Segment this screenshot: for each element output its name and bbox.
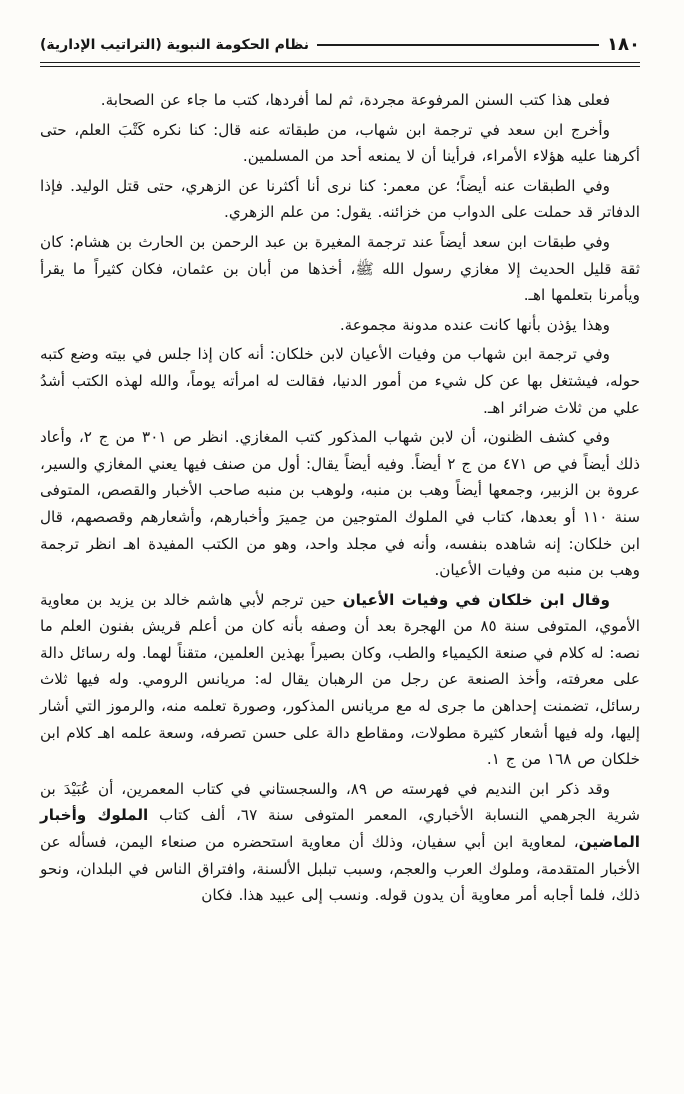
paragraph [40,229,640,309]
text-run: وأخرج ابن سعد في ترجمة ابن شهاب، من طبقاته عنه قال: كنا نكره كَتْبَ العلم، حتى أكرهنا عليه هؤلاء الأمراء، فرأينا أن لا يمنعه أحد من المسلمين. [40,120,640,166]
bold-text-run: الملوك وأخبار الماضين [40,806,640,852]
paragraph [40,587,640,773]
text-run: وقد ذكر ابن النديم في فهرسته ص ٨٩، والسجستاني في كتاب المعمرين، أن عُبَيْدَ بن شرية الجرهمي النسابة الأخباري، المعمر المتوفى سنة ٦٧، ألف كتاب [40,779,640,825]
header-divider [40,62,640,67]
page-body [40,87,640,909]
text-run: وفي طبقات ابن سعد أيضاً عند ترجمة المغيرة بن عبد الرحمن بن الحارث بن هشام: كان ثقة قليل الحديث إلا مغازي رسول الله ﷺ، أخذها من أبان بن عثمان، فكان كثيراً ما يقرأ ويأمرنا بتعلمها اهـ. [40,232,640,305]
paragraph [40,341,640,421]
paragraph [40,776,640,909]
paragraph [40,87,640,114]
paragraph [40,117,640,170]
page-header [40,34,640,55]
header-rule [317,44,599,46]
text-run: وفي الطبقات عنه أيضاً؛ عن معمر: كنا نرى أنا أكثرنا عن الزهري، حتى قتل الوليد. فإذا الدفاتر قد حملت على الدواب من خزائنه. يقول: من علم الزهري. [40,176,640,222]
text-run: وفي ترجمة ابن شهاب من وفيات الأعيان لابن خلكان: أنه كان إذا جلس في بيته وضع كتبه حوله، فيشتغل بها عن كل شيء من أمور الدنيا، فقالت له امرأته يوماً، والله لهذه الكتب أشدُ علي من ثلاث ضرائر اهـ. [40,345,640,417]
text-run: ، لمعاوية ابن أبي سفيان، وذلك أن معاوية استحضره من صنعاء اليمن، فسأله عن الأخبار المتقدمة، وملوك العرب والعجم، وسبب تبلبل الألسنة، وافتراق الناس في البلدان، ونحو ذلك، فلما أجابه أمر معاوية أن يدون قوله. ونسب إلى عبيد هذا. فكان [40,833,640,905]
paragraph [40,424,640,584]
book-title: نظام الحكومة النبوية (التراتيب الإدارية) [40,36,310,53]
text-run: وفي كشف الظنون، أن لابن شهاب المذكور كتب المغازي. انظر ص ٣٠١ من ج ٢، وأعاد ذلك أيضاً في ص ٤٧١ من ج ٢ أيضاً. وفيه أيضاً يقال: أول من صنف فيها يعني المغازي والسير، عروة بن الزبير، وجمعها أيضاً وهب بن منبه، ولوهب بن منبه صاحب الأخبار والقصص، المتوفى سنة ١١٠ أو بعدها، كتاب في الملوك المتوجين من حِميرَ وأخبارهم، وأشعارهم وقصصهم، قال ابن خلكان: إنه شاهده بنفسه، وأنه في مجلد واحد، وهو من الكتب المفيدة اهـ انظر ترجمة وهب بن منبه من وفيات الأعيان. [40,428,641,580]
page-number: ١٨٠ [607,34,640,55]
paragraph [40,173,640,226]
text-run: فعلى هذا كتب السنن المرفوعة مجردة، ثم لما أفردها، كتب ما جاء عن الصحابة. [100,91,610,109]
paragraph [40,312,640,339]
text-run: وهذا يؤذن بأنها كانت عنده مدونة مجموعة. [339,315,610,334]
text-run: حين ترجم لأبي هاشم خالد بن يزيد بن معاوية الأموي، المتوفى سنة ٨٥ من الهجرة بعد أن وصفه بأنه كان من أعلم قريش بفنون العلم ما نصه: له كلام في صنعة الكيمياء والطب، وكان بصيراً بهذين العلمين، متقناً لهما. وله رسائل دالة على معرفته، وأخذ الصنعة عن رجل من الرهبان يقال له: مريانس الرومي. وله فيها ثلاث رسائل، تضمنت إحداهن ما جرى له مع مريانس المذكور، وصورة تعلمه منه، والرموز التي أشار إليها، وله فيها أشعار كثيرة مطولات، ومقاطع دالة على حسن تصرفه، وسعة علمه اهـ كلام ابن خلكان ص ١٦٨ من ج ١. [40,590,640,769]
bold-text-run: وقال ابن خلكان في وفيات الأعيان [342,590,610,609]
